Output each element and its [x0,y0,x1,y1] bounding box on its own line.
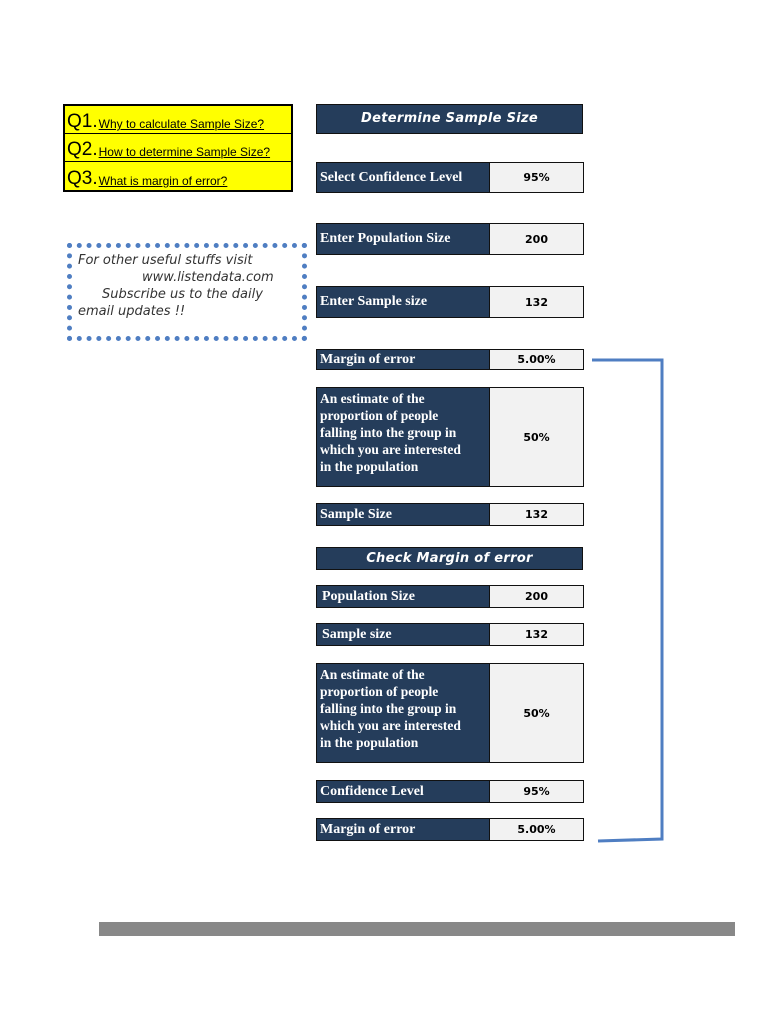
question-link-why-sample-size[interactable]: Why to calculate Sample Size? [98,117,265,131]
margin-of-error-label: Margin of error [317,350,490,369]
population-size-row [316,223,584,255]
determine-sample-size-header: Determine Sample Size [316,104,583,134]
estimate-proportion-label: An estimate of the proportion of people falling into the group in which you are interested in the population [317,388,490,486]
check-margin-header: Check Margin of error [316,547,583,570]
check-margin-row [316,818,584,841]
margin-of-error-row [316,349,584,370]
estimate-proportion-row [316,387,584,487]
check-sample-input[interactable]: 132 [490,624,583,645]
note-line: Subscribe us to the daily [102,287,263,302]
sample-size-input-row [316,286,584,318]
margin-bracket-connector [588,355,670,847]
confidence-level-row [316,162,584,193]
footer-bar [99,922,735,936]
question-link-how-determine[interactable]: How to determine Sample Size? [98,145,271,159]
question-number: Q1. [67,111,98,132]
note-line: www.listendata.com [142,270,274,285]
population-size-label: Enter Population Size [317,224,490,254]
sample-size-input[interactable]: 132 [490,287,583,317]
confidence-level-select[interactable]: 95% [490,163,583,192]
note-line: For other useful stuffs visit [78,253,253,268]
check-confidence-label: Confidence Level [317,781,490,802]
check-estimate-label: An estimate of the proportion of people falling into the group in which you are interested in the population [317,664,490,762]
question-row-1 [65,106,291,134]
question-number: Q3. [67,168,98,189]
question-number: Q2. [67,139,98,160]
sample-size-result-row [316,503,584,526]
check-sample-label: Sample size [317,624,490,645]
check-confidence-select[interactable]: 95% [490,781,583,802]
check-population-input[interactable]: 200 [490,586,583,607]
questions-box [63,104,293,192]
confidence-level-label: Select Confidence Level [317,163,490,192]
estimate-proportion-input[interactable]: 50% [490,388,583,486]
check-population-row [316,585,584,608]
question-row-3 [65,162,291,190]
check-sample-row [316,623,584,646]
check-margin-label: Margin of error [317,819,490,840]
check-estimate-input[interactable]: 50% [490,664,583,762]
question-row-2 [65,134,291,162]
sample-size-result-label: Sample Size [317,504,490,525]
sample-size-label: Enter Sample size [317,287,490,317]
check-margin-value: 5.00% [490,819,583,840]
check-estimate-row [316,663,584,763]
question-link-margin-of-error[interactable]: What is margin of error? [98,174,228,188]
population-size-input[interactable]: 200 [490,224,583,254]
margin-of-error-value: 5.00% [490,350,583,369]
check-population-label: Population Size [317,586,490,607]
promo-note [67,243,307,341]
check-confidence-row [316,780,584,803]
note-line: email updates !! [78,304,186,319]
sample-size-result-value: 132 [490,504,583,525]
